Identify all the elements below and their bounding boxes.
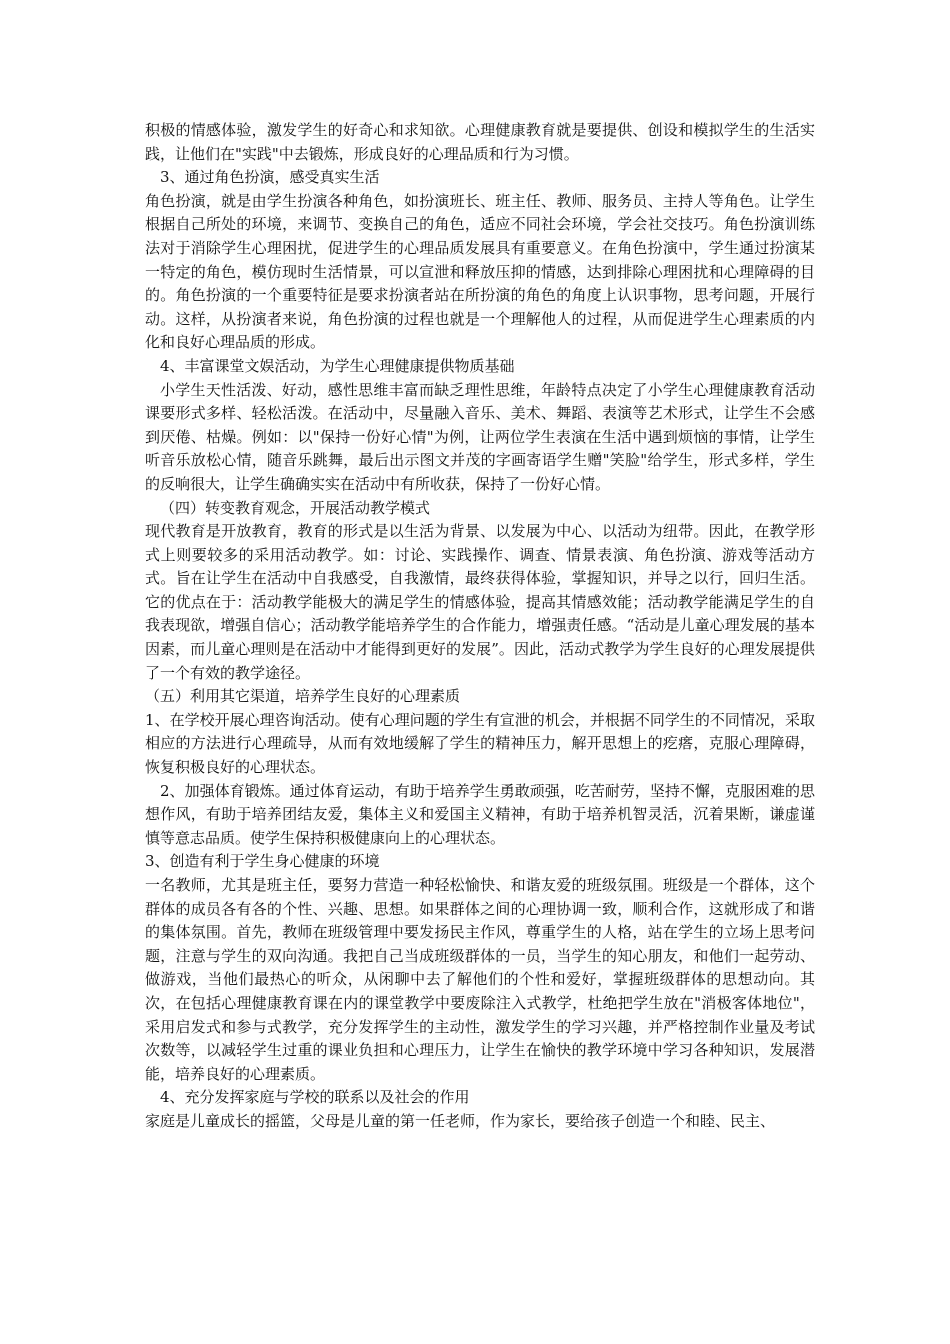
paragraph-1: 积极的情感体验，激发学生的好奇心和求知欲。心理健康教育就是要提供、创设和模拟学生的生活实践，让他们在"实践"中去锻炼，形成良好的心理品质和行为习惯。 bbox=[145, 121, 815, 163]
paragraph-counseling: 1、在学校开展心理咨询活动。使有心理问题的学生有宣泄的机会，并根据不同学生的不同情况，采取相应的方法进行心理疏导，从而有效地缓解了学生的精神压力，解开思想上的疙瘩，克服心理障碍，恢复积极良好的心理状态。 bbox=[145, 710, 815, 777]
paragraph-environment: 一名教师，尤其是班主任，要努力营造一种轻松愉快、和谐友爱的班级氛围。班级是一个群体，这个群体的成员各有各的个性、兴趣、思想。如果群体之间的心理协调一致，顺利合作，这就形成了和谐的集体氛围。首先，教师在班级管理中要发扬民主作风，尊重学生的人格，站在学生的立场上思考问题，注意与学生的双向沟通。我把自己当成班级群体的一员，当学生的知心朋友，和他们一起劳动、做游戏，当他们最热心的听众，从闲聊中去了解他们的个性和爱好，掌握班级群体的思想动向。其次，在包括心理健康教育课在内的课堂教学中要废除注入式教学，杜绝把学生放在"消极客体地位"，采用启发式和参与式教学，充分发挥学生的主动性，激发学生的学习兴趣，并严格控制作业量及考试次数等，以减轻学生过重的课业负担和心理压力，让学生在愉快的教学环境中学习各种知识，发展潜能，培养良好的心理素质。 bbox=[145, 876, 815, 1083]
paragraph-role-play: 角色扮演，就是由学生扮演各种角色，如扮演班长、班主任、教师、服务员、主持人等角色。让学生根据自己所处的环境，来调节、变换自己的角色，适应不同社会环境，学会社交技巧。角色扮演训练法对于消除学生心理困扰，促进学生的心理品质发展具有重要意义。在角色扮演中，学生通过扮演某一特定的角色，模仿现时生活情景，可以宣泄和释放压抑的情感，达到排除心理困扰和心理障碍的目的。角色扮演的一个重要特征是要求扮演者站在所扮演的角色的角度上认识事物，思考问题，开展行动。这样，从扮演者来说，角色扮演的过程也就是一个理解他人的过程，从而促进学生心理素质的内化和良好心理品质的形成。 bbox=[145, 191, 815, 352]
paragraph-family: 家庭是儿童成长的摇篮，父母是儿童的第一任老师，作为家长，要给孩子创造一个和睦、民主、 bbox=[145, 1111, 776, 1130]
paragraph-class-activities: 小学生天性活泼、好动，感性思维丰富而缺乏理性思维，年龄特点决定了小学生心理健康教育活动课要形式多样、轻松活泼。在活动中，尽量融入音乐、美术、舞蹈、表演等艺术形式，让学生不会感到厌倦、枯燥。例如：以"保持一份好心情"为例，让两位学生表演在生活中遇到烦恼的事情，让学生听音乐放松心情，随音乐跳舞，最后出示图文并茂的字画寄语学生赠"笑脸"给学生，形式多样，学生的反响很大，让学生确确实实在活动中有所收获，保持了一份好心情。 bbox=[145, 380, 815, 493]
paragraph-activity-teaching: 现代教育是开放教育，教育的形式是以生活为背景、以发展为中心、以活动为纽带。因此，在教学形式上则要较多的采用活动教学。如：讨论、实践操作、调查、情景表演、角色扮演、游戏等活动方式。旨在让学生在活动中自我感受，自我激情，最终获得体验，掌握知识，并导之以行，回归生活。它的优点在于：活动教学能极大的满足学生的情感体验，提高其情感效能；活动教学能满足学生的自我表现欲，增强自信心；活动教学能培养学生的合作能力，增强责任感。“活动是儿童心理发展的基本因素，而儿童心理则是在活动中才能得到更好的发展”。因此，活动式教学为学生良好的心理发展提供了一个有效的教学途径。 bbox=[145, 522, 815, 682]
section-heading-family-school: 4、充分发挥家庭与学校的联系以及社会的作用 bbox=[160, 1088, 470, 1107]
section-heading-class-activities: 4、丰富课堂文娱活动，为学生心理健康提供物质基础 bbox=[160, 356, 515, 375]
section-heading-activity-teaching: （四）转变教育观念，开展活动教学模式 bbox=[160, 498, 431, 517]
paragraph-physical-exercise: 2、加强体育锻炼。通过体育运动，有助于培养学生勇敢顽强，吃苦耐劳，坚持不懈，克服困难的思想作风，有助于培养团结友爱，集体主义和爱国主义精神，有助于培养机智灵活，沉着果断，谦虚谨慎等意志品质。使学生保持积极健康向上的心理状态。 bbox=[145, 781, 815, 847]
document-page bbox=[145, 119, 815, 1134]
section-heading-role-play: 3、通过角色扮演，感受真实生活 bbox=[160, 168, 380, 187]
section-heading-other-channels: （五）利用其它渠道，培养学生良好的心理素质 bbox=[145, 687, 461, 706]
section-heading-environment: 3、创造有利于学生身心健康的环境 bbox=[145, 852, 380, 871]
